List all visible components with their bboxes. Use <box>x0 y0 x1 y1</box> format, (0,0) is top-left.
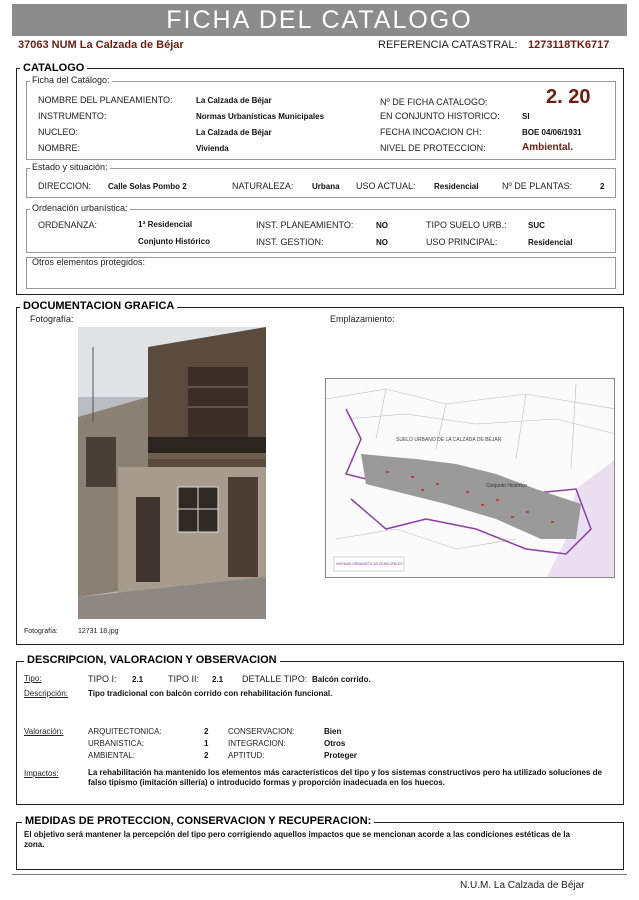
ordenanza-label: ORDENANZA: <box>38 220 98 230</box>
inst-planeamiento-label: INST. PLANEAMIENTO: <box>256 220 354 230</box>
naturaleza-value: Urbana <box>312 182 340 191</box>
fecha-incoacion-value: BOE 04/06/1931 <box>522 128 582 137</box>
descripcion-label: Descripción: <box>24 689 69 698</box>
num-ficha-value: 2. 20 <box>546 86 591 108</box>
nombre-planeamiento-value: La Calzada de Béjar <box>196 96 272 105</box>
location-map <box>325 378 615 578</box>
nivel-proteccion-value: Ambiental. <box>522 142 574 153</box>
medidas-title: MEDIDAS DE PROTECCION, CONSERVACION Y RECUPERACION: <box>22 815 374 827</box>
conjunto-value: SI <box>522 112 530 121</box>
naturaleza-label: NATURALEZA: <box>232 181 294 191</box>
conservacion-value: Bien <box>324 727 342 736</box>
arquitectonica-label: ARQUITECTONICA: <box>88 727 162 736</box>
nombre-value: Vivienda <box>196 144 229 153</box>
ordenacion-box-title: Ordenación urbanística: <box>32 203 128 213</box>
ordenanza-value-1: 1ª Residencial <box>138 220 193 229</box>
tipo-suelo-value: SUC <box>528 221 545 230</box>
impactos-text: La rehabilitación ha mantenido los elementos más característicos del tipo y los sistemas constructivos pero ha utilizado soluciones de falso tipismo (imitación sillería) o introducido formas y proporción inadecuada en los huecos. <box>88 768 602 787</box>
emplazamiento-label: Emplazamiento: <box>330 314 395 324</box>
footer-divider <box>12 874 627 875</box>
integracion-label: INTEGRACION: <box>228 739 286 748</box>
medidas-text: El objetivo será mantener la percepción del tipo pero corrigiendo aquellos impactos que se mencionan acorde a las condiciones estéticas de la zona. <box>24 830 570 849</box>
plantas-value: 2 <box>600 182 605 191</box>
inst-gestion-value: NO <box>376 238 388 247</box>
detalle-tipo-label: DETALLE TIPO: <box>242 674 308 684</box>
plantas-label: Nº DE PLANTAS: <box>502 181 573 191</box>
ref-catastral-label: REFERENCIA CATASTRAL: <box>378 39 518 51</box>
impactos-label: Impactos: <box>24 769 59 778</box>
aptitud-label: APTITUD: <box>228 751 265 760</box>
arquitectonica-value: 2 <box>204 727 209 736</box>
building-photo <box>78 327 266 619</box>
uso-principal-value: Residencial <box>528 238 573 247</box>
ordenanza-value-2: Conjunto Histórico <box>138 237 210 246</box>
foto-caption: 12731 18.jpg <box>78 628 119 635</box>
tipo-ii-label: TIPO II: <box>168 674 200 684</box>
uso-principal-label: USO PRINCIPAL: <box>426 237 498 247</box>
tipo-ii-value: 2.1 <box>212 675 224 684</box>
fecha-incoacion-label: FECHA INCOACION CH: <box>380 127 482 137</box>
uso-actual-value: Residencial <box>434 182 479 191</box>
nombre-planeamiento-label: NOMBRE DEL PLANEAMIENTO: <box>38 95 173 105</box>
catalogo-title: CATALOGO <box>20 62 87 74</box>
descripcion-title: DESCRIPCION, VALORACION Y OBSERVACION <box>24 654 280 666</box>
otros-elementos-label: Otros elementos protegidos: <box>32 257 146 267</box>
num-ficha-label: Nº DE FICHA CATALOGO: <box>380 97 488 107</box>
detalle-tipo-value: Balcón corrido. <box>312 675 371 684</box>
fotografia-label: Fotografía: <box>30 314 74 324</box>
ref-catastral-value: 1273118TK6717 <box>528 39 610 51</box>
nivel-proteccion-label: NIVEL DE PROTECCION: <box>380 143 486 153</box>
estado-box-title: Estado y situación: <box>32 162 108 172</box>
uso-actual-label: USO ACTUAL: <box>356 181 416 191</box>
descripcion-value: Tipo tradicional con balcón corrido con rehabilitación funcional. <box>88 689 333 698</box>
direccion-label: DIRECCION: <box>38 181 92 191</box>
tipo-label: Tipo: <box>24 674 42 683</box>
instrumento-label: INSTRUMENTO: <box>38 111 107 121</box>
tipo-suelo-label: TIPO SUELO URB.: <box>426 220 507 230</box>
page-title: FICHA DEL CATALOGO <box>12 4 627 36</box>
instrumento-value: Normas Urbanísticas Municipales <box>196 112 325 121</box>
tipo-i-label: TIPO I: <box>88 674 117 684</box>
conservacion-label: CONSERVACION: <box>228 727 295 736</box>
valoracion-label: Valoración: <box>24 727 64 736</box>
urbanistica-value: 1 <box>204 739 209 748</box>
ficha-box-title: Ficha del Catálogo: <box>32 75 110 85</box>
map-label: SUELO URBANO DE LA CALZADA DE BÉJAR <box>396 437 502 443</box>
urbanistica-label: URBANISTICA: <box>88 739 145 748</box>
inst-gestion-label: INST. GESTION: <box>256 237 324 247</box>
aptitud-value: Proteger <box>324 751 357 760</box>
foto-caption-label: Fotografía: <box>24 628 58 635</box>
ficha-number-name: 37063 NUM La Calzada de Béjar <box>18 39 184 51</box>
inst-planeamiento-value: NO <box>376 221 388 230</box>
ambiental-label: AMBIENTAL: <box>88 751 135 760</box>
nucleo-value: La Calzada de Béjar <box>196 128 272 137</box>
direccion-value: Calle Solas Pombo 2 <box>108 182 187 191</box>
integracion-value: Otros <box>324 739 346 748</box>
map-legend: NORMAS URBANÍSTICAS MUNICIPALES <box>336 562 403 566</box>
documentacion-title: DOCUMENTACION GRAFICA <box>20 300 177 312</box>
conjunto-label: EN CONJUNTO HISTORICO: <box>380 111 500 121</box>
nombre-label: NOMBRE: <box>38 143 81 153</box>
id-row <box>18 39 628 55</box>
map-label-2: Conjunto Histórico <box>486 483 527 489</box>
footer-text: N.U.M. La Calzada de Béjar <box>460 880 585 891</box>
ambiental-value: 2 <box>204 751 209 760</box>
tipo-i-value: 2.1 <box>132 675 144 684</box>
nucleo-label: NUCLEO: <box>38 127 79 137</box>
